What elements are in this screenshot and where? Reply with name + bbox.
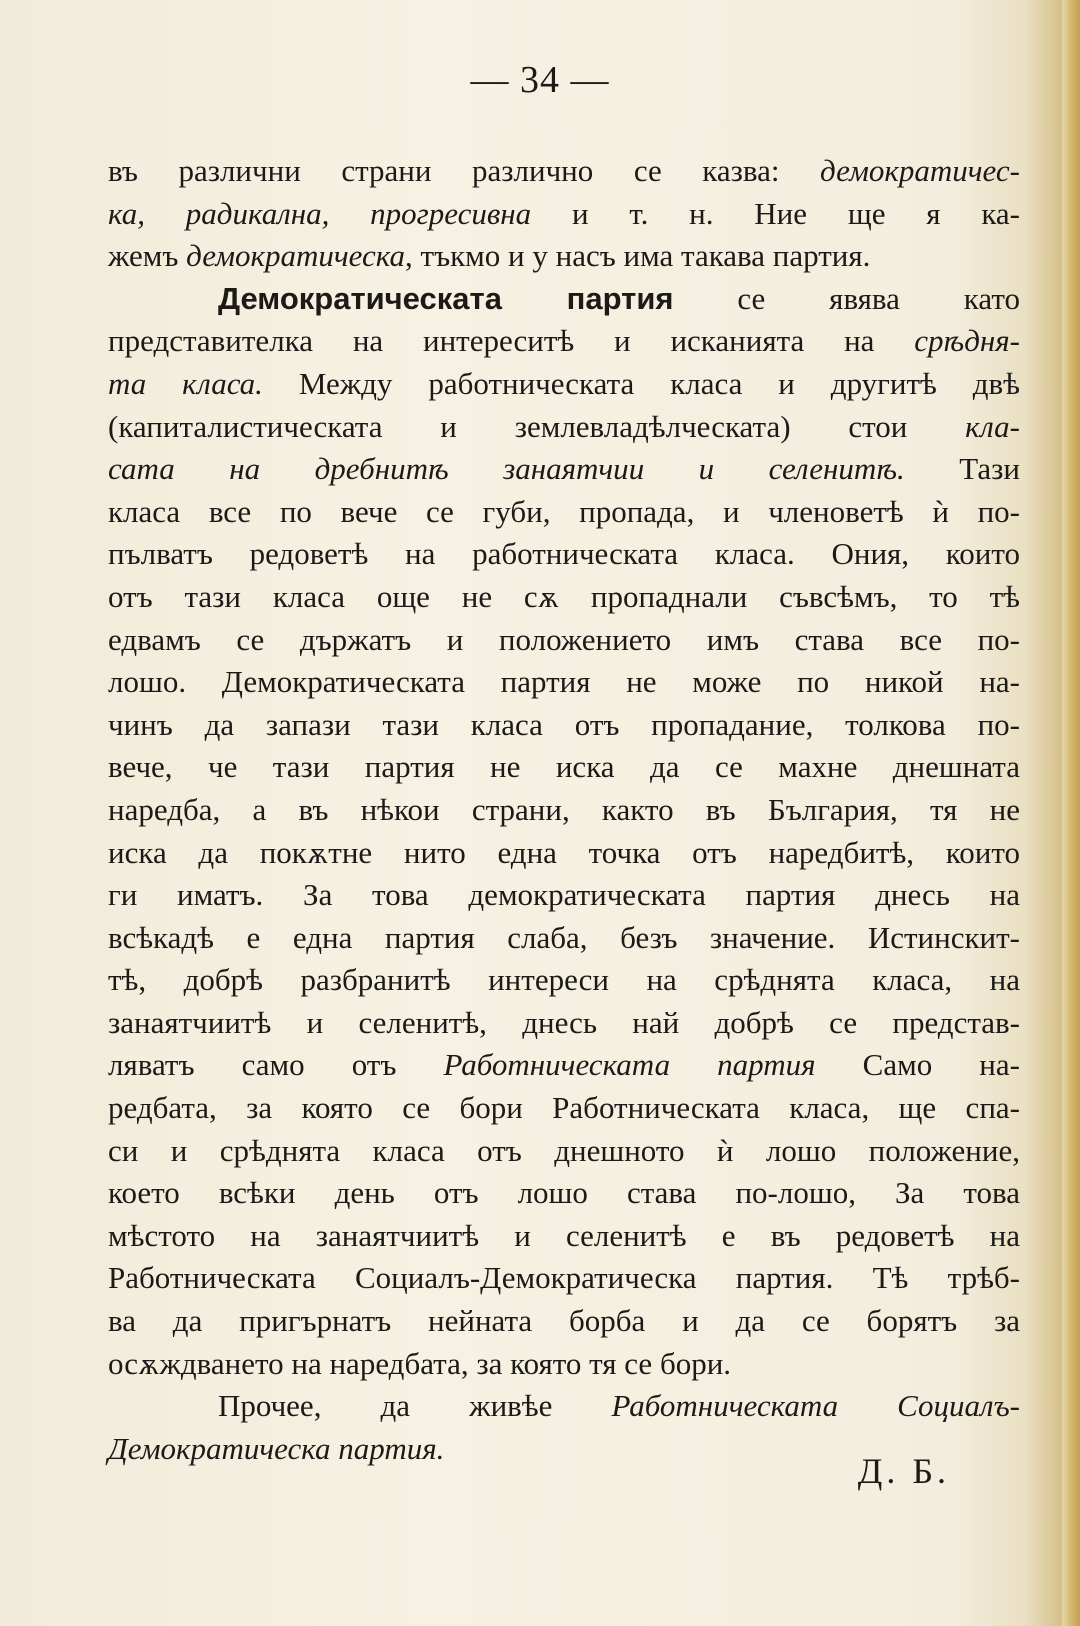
text-span: Между работническата класа и другитѣ двѣ bbox=[262, 365, 1020, 401]
text-span: което всѣки день отъ лошо става по-лошо, За това bbox=[108, 1175, 1020, 1211]
party-heading: Демократическата партия bbox=[218, 280, 674, 316]
text-span: наредба, а въ нѣкои страни, както въ България, тя не bbox=[108, 791, 1020, 827]
text-span: Само на- bbox=[815, 1047, 1020, 1083]
text-line bbox=[108, 1343, 1020, 1386]
italic-span: Работническата Социалъ- bbox=[611, 1388, 1020, 1424]
paragraph-3-first bbox=[108, 1385, 1020, 1428]
body-text bbox=[108, 150, 1020, 1491]
text-span: се явява като bbox=[673, 280, 1020, 316]
text-span: отъ тази класа още не сѫ пропаднали съвсѣмъ, то тѣ bbox=[108, 578, 1020, 614]
italic-span: ка, радикална, прогресивна bbox=[108, 195, 532, 231]
text-line bbox=[108, 619, 1020, 662]
italic-span: срѣдня- bbox=[914, 323, 1020, 359]
italic-span: сата на дребнитѣ занаятчии и селенитѣ. bbox=[108, 451, 905, 487]
text-line bbox=[108, 832, 1020, 875]
text-span: занаятчиитѣ и селенитѣ, днесь най добрѣ се представ- bbox=[108, 1004, 1020, 1040]
text-line bbox=[108, 959, 1020, 1002]
text-span: си и срѣднята класа отъ днешното ѝ лошо положение, bbox=[108, 1132, 1020, 1168]
text-line bbox=[108, 235, 1020, 278]
text-line bbox=[108, 746, 1020, 789]
text-span: пълватъ редоветѣ на работническата класа. Ония, които bbox=[108, 536, 1020, 572]
text-line bbox=[108, 491, 1020, 534]
italic-span: демократическа bbox=[186, 238, 406, 274]
text-span: лошо. Демократическата партия не може по никой на- bbox=[108, 664, 1020, 700]
text-line bbox=[108, 448, 1020, 491]
text-line bbox=[108, 661, 1020, 704]
italic-span: демократичес- bbox=[820, 153, 1020, 188]
text-span: (капиталистическата и землевладѣлческата) стои bbox=[108, 408, 966, 444]
page-number: — 34 — bbox=[470, 59, 610, 101]
text-line bbox=[108, 193, 1020, 236]
text-span: ги иматъ. За това демократическата партия днесь на bbox=[108, 877, 1020, 913]
text-span: и т. н. Ние ще я ка- bbox=[531, 195, 1020, 231]
text-span: Тази bbox=[904, 451, 1020, 487]
text-span: ва да пригърнатъ нейната борба и да се борятъ за bbox=[108, 1303, 1020, 1339]
text-line bbox=[108, 1215, 1020, 1258]
italic-span: та класа. bbox=[108, 365, 263, 401]
text-line bbox=[108, 789, 1020, 832]
text-line bbox=[108, 1130, 1020, 1173]
text-line bbox=[108, 874, 1020, 917]
page-edge bbox=[1062, 0, 1080, 1626]
text-span: осѫждването на наредбата, за която тя се бори. bbox=[108, 1345, 732, 1381]
text-span: класа все по вече се губи, пропада, и членоветѣ ѝ по- bbox=[108, 493, 1020, 529]
paragraph-2-body bbox=[108, 320, 1020, 1385]
paragraph-3 bbox=[108, 1385, 1020, 1491]
text-span: всѣкадѣ е една партия слаба, безъ значение. Истинскит- bbox=[108, 919, 1020, 955]
text-line bbox=[108, 406, 1020, 449]
closing-row bbox=[108, 1428, 1020, 1491]
text-line bbox=[108, 1385, 1020, 1428]
closing-line: Демократическа партия. bbox=[108, 1430, 445, 1466]
text-span: Работническата Социалъ-Демократическа партия. Тѣ трѣб- bbox=[108, 1260, 1020, 1296]
text-line bbox=[108, 576, 1020, 619]
text-span: иска да покѫтне нито една точка отъ наредбитѣ, които bbox=[108, 834, 1020, 870]
text-span: редбата, за която се бори Работническата класа, ще спа- bbox=[108, 1090, 1020, 1126]
text-span: мѣстото на занаятчиитѣ и селенитѣ е въ редоветѣ на bbox=[108, 1217, 1020, 1253]
text-span: чинъ да запази тази класа отъ пропадание, толкова по- bbox=[108, 706, 1020, 742]
text-span: жемъ bbox=[108, 238, 187, 274]
text-span: тѣ, добрѣ разбранитѣ интереси на срѣднята класа, на bbox=[108, 962, 1020, 998]
paragraph-2 bbox=[108, 278, 1020, 1385]
text-line bbox=[108, 320, 1020, 363]
text-line bbox=[108, 1257, 1020, 1300]
text-line bbox=[108, 1044, 1020, 1087]
italic-span: Работническата партия bbox=[443, 1047, 816, 1083]
text-line bbox=[108, 1002, 1020, 1045]
text-line bbox=[108, 917, 1020, 960]
text-line bbox=[108, 533, 1020, 576]
text-line bbox=[108, 1172, 1020, 1215]
text-span: Прочее, да живѣе bbox=[218, 1388, 612, 1424]
text-span: вече, че тази партия не иска да се махне днешната bbox=[108, 749, 1020, 785]
signature: Д. Б. bbox=[857, 1450, 950, 1491]
text-span: въ различни страни различно се казва: bbox=[108, 153, 821, 188]
text-span: ляватъ само отъ bbox=[108, 1047, 444, 1083]
text-span: представителка на интереситѣ и исканията на bbox=[108, 323, 915, 359]
italic-span: кла- bbox=[965, 408, 1020, 444]
text-line bbox=[108, 150, 1020, 193]
text-line bbox=[108, 1087, 1020, 1130]
text-line bbox=[108, 1300, 1020, 1343]
text-line bbox=[108, 363, 1020, 406]
paragraph-1 bbox=[108, 150, 1020, 278]
text-line bbox=[108, 278, 1020, 321]
text-span: едвамъ се държатъ и положението имъ става все по- bbox=[108, 621, 1020, 657]
text-line bbox=[108, 704, 1020, 747]
text-span: , тъкмо и у насъ има такава партия. bbox=[405, 238, 871, 274]
